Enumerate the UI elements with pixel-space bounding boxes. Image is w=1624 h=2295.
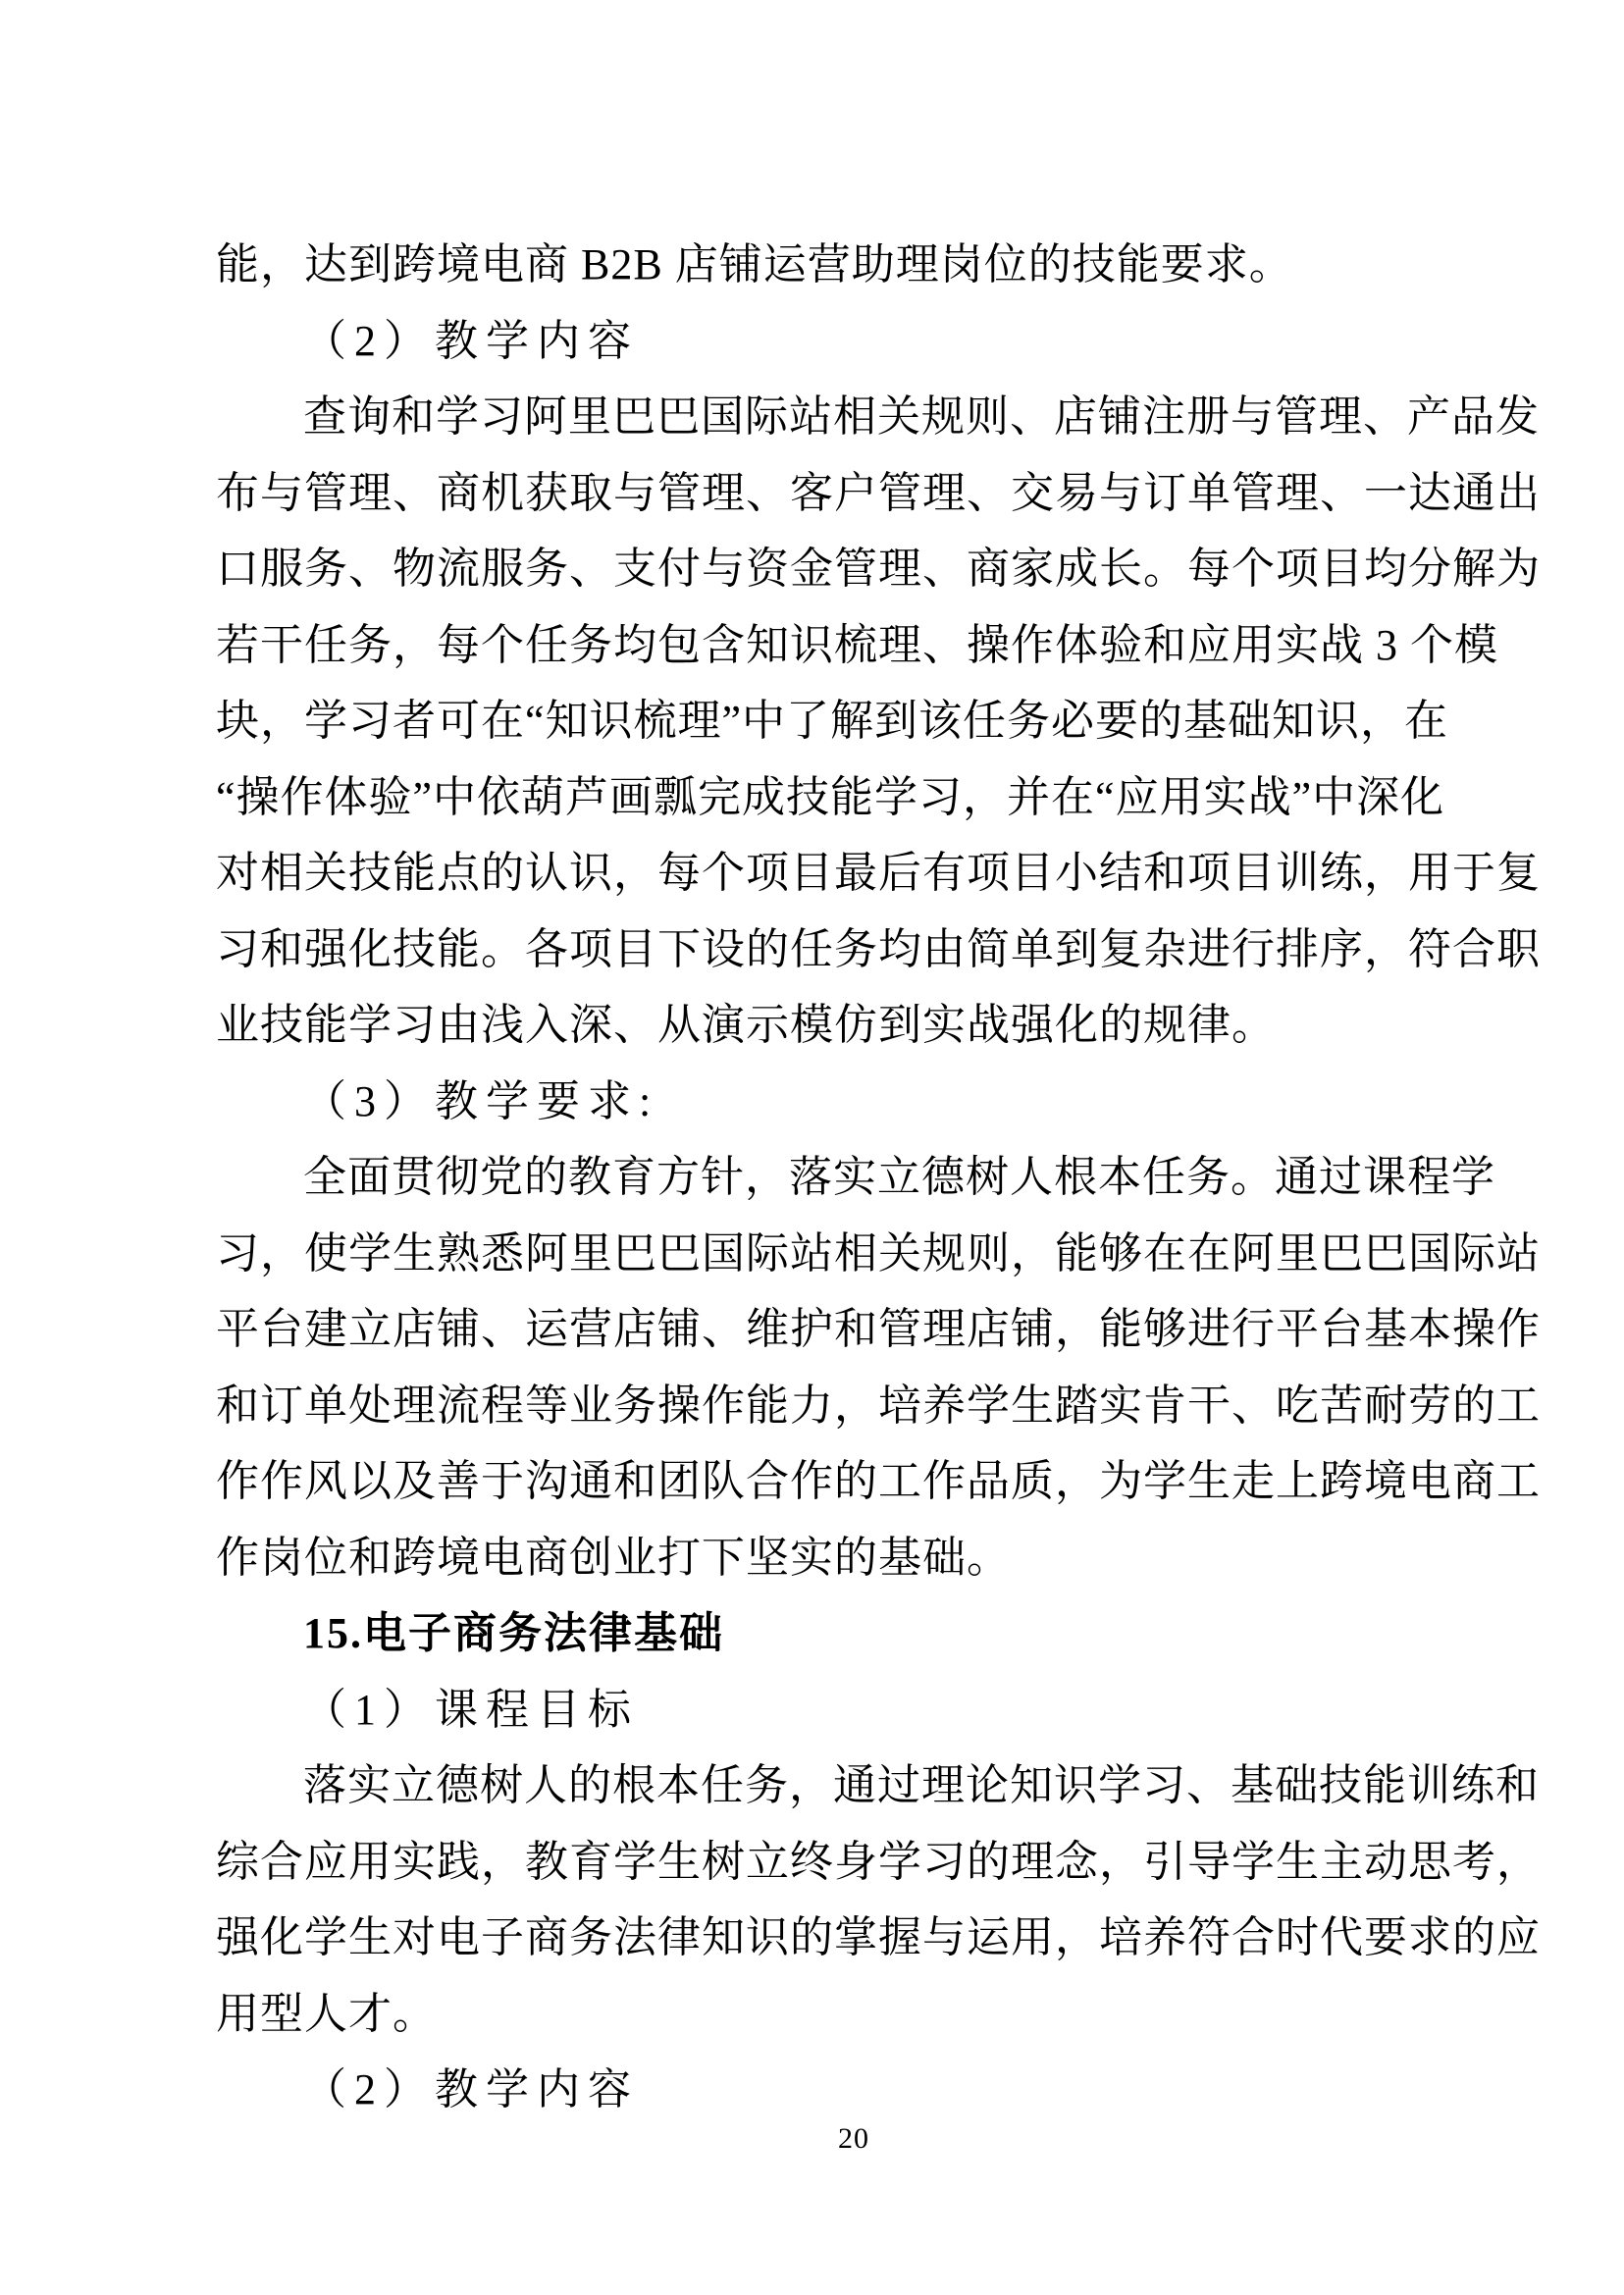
text-block xyxy=(216,227,1541,2128)
course-15-heading: 15.电子商务法律基础 xyxy=(303,1609,724,1657)
body-line: 平台建立店铺、运营店铺、维护和管理店铺，能够进行平台基本操作 xyxy=(216,1305,1541,1353)
body-line: 习，使学生熟悉阿里巴巴国际站相关规则，能够在在阿里巴巴国际站 xyxy=(216,1228,1541,1278)
body-line: 作岗位和跨境电商创业打下坚实的基础。 xyxy=(216,1533,1011,1582)
subhead-teaching-content: （2）教学内容 xyxy=(303,316,639,365)
body-line: 对相关技能点的认识，每个项目最后有项目小结和项目训练，用于复 xyxy=(216,849,1541,897)
body-line: 布与管理、商机获取与管理、客户管理、交易与订单管理、一达通出 xyxy=(216,468,1541,517)
subhead-course-objective: （1）课程目标 xyxy=(303,1685,639,1734)
body-line: 口服务、物流服务、支付与资金管理、商家成长。每个项目均分解为 xyxy=(216,545,1541,593)
body-line: 能，达到跨境电商 B2B 店铺运营助理岗位的技能要求。 xyxy=(216,240,1293,288)
body-line: “操作体验”中依葫芦画瓢完成技能学习，并在“应用实战”中深化 xyxy=(216,772,1445,821)
body-line: 全面贯彻党的教育方针，落实立德树人根本任务。通过课程学 xyxy=(303,1153,1495,1201)
body-line: 用型人才。 xyxy=(216,1989,437,2038)
subhead-teaching-content-2: （2）教学内容 xyxy=(303,2065,639,2113)
page-number: 20 xyxy=(838,2122,869,2155)
subhead-teaching-requirements: （3）教学要求: xyxy=(303,1076,659,1125)
body-line: 业技能学习由浅入深、从演示模仿到实战强化的规律。 xyxy=(216,1001,1276,1049)
body-line: 作作风以及善于沟通和团队合作的工作品质，为学生走上跨境电商工 xyxy=(216,1457,1541,1505)
body-line: 若干任务，每个任务均包含知识梳理、操作体验和应用实战 3 个模 xyxy=(216,620,1498,669)
body-line: 落实立德树人的根本任务，通过理论知识学习、基础技能训练和 xyxy=(303,1761,1540,1809)
body-line: 块，学习者可在“知识梳理”中了解到该任务必要的基础知识，在 xyxy=(216,697,1449,745)
body-line: 习和强化技能。各项目下设的任务均由简单到复杂进行排序，符合职 xyxy=(216,924,1541,973)
body-line: 查询和学习阿里巴巴国际站相关规则、店铺注册与管理、产品发 xyxy=(303,392,1540,441)
body-line: 和订单处理流程等业务操作能力，培养学生踏实肯干、吃苦耐劳的工 xyxy=(216,1381,1541,1430)
body-line: 强化学生对电子商务法律知识的掌握与运用，培养符合时代要求的应 xyxy=(216,1913,1541,1961)
body-line: 综合应用实践，教育学生树立终身学习的理念，引导学生主动思考， xyxy=(216,1837,1541,1886)
